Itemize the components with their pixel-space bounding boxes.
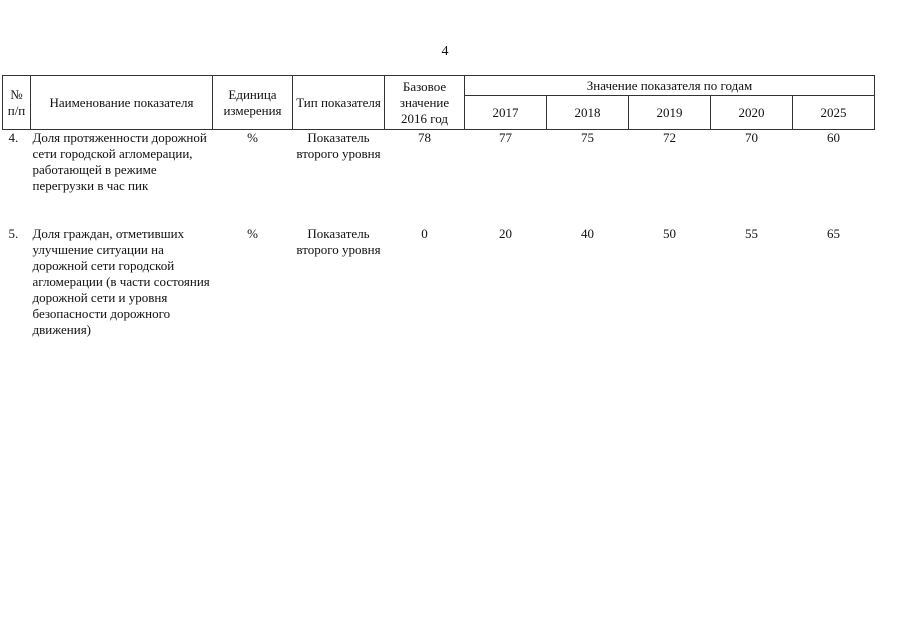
- page-number: 4: [441, 44, 449, 59]
- year-value-cell: 55: [745, 226, 758, 241]
- indicator-name: Доля протяженности дорожной сети городской агломерации, работающей в режиме перегрузки в час пик: [32, 130, 207, 193]
- header-unit: Единица измерения: [213, 76, 293, 130]
- unit-cell: %: [247, 226, 258, 241]
- year-value-cell: 72: [663, 130, 676, 145]
- year-value-cell: 60: [827, 130, 840, 145]
- base-value-cell: 78: [418, 130, 431, 145]
- type-cell: Показатель второго уровня: [296, 130, 381, 161]
- header-years-group: Значение показателя по годам: [465, 76, 875, 96]
- indicators-table: [2, 75, 875, 338]
- table-row: [3, 226, 875, 338]
- header-base: Базовое значение 2016 год: [385, 76, 465, 130]
- type-cell: Показатель второго уровня: [296, 226, 381, 257]
- year-value-cell: 77: [499, 130, 512, 145]
- year-value-cell: 40: [581, 226, 594, 241]
- base-value-cell: 0: [421, 226, 428, 241]
- header-year: 2025: [793, 96, 875, 130]
- unit-cell: %: [247, 130, 258, 145]
- header-year: 2019: [629, 96, 711, 130]
- year-value-cell: 70: [745, 130, 758, 145]
- table-row: [3, 130, 875, 227]
- year-value-cell: 65: [827, 226, 840, 241]
- year-value-cell: 75: [581, 130, 594, 145]
- header-year: 2017: [465, 96, 547, 130]
- indicator-name: Доля граждан, отметивших улучшение ситуации на дорожной сети городской агломерации (в части состояния дорожной сети и уровня безопасности дорожного движения): [32, 226, 210, 337]
- header-name: Наименование показателя: [31, 76, 213, 130]
- row-number: 4.: [8, 130, 19, 145]
- header-num: № п/п: [3, 76, 31, 130]
- year-value-cell: 50: [663, 226, 676, 241]
- header-type: Тип показателя: [293, 76, 385, 130]
- year-value-cell: 20: [499, 226, 512, 241]
- header-year: 2020: [711, 96, 793, 130]
- header-year: 2018: [547, 96, 629, 130]
- row-number: 5.: [8, 226, 19, 241]
